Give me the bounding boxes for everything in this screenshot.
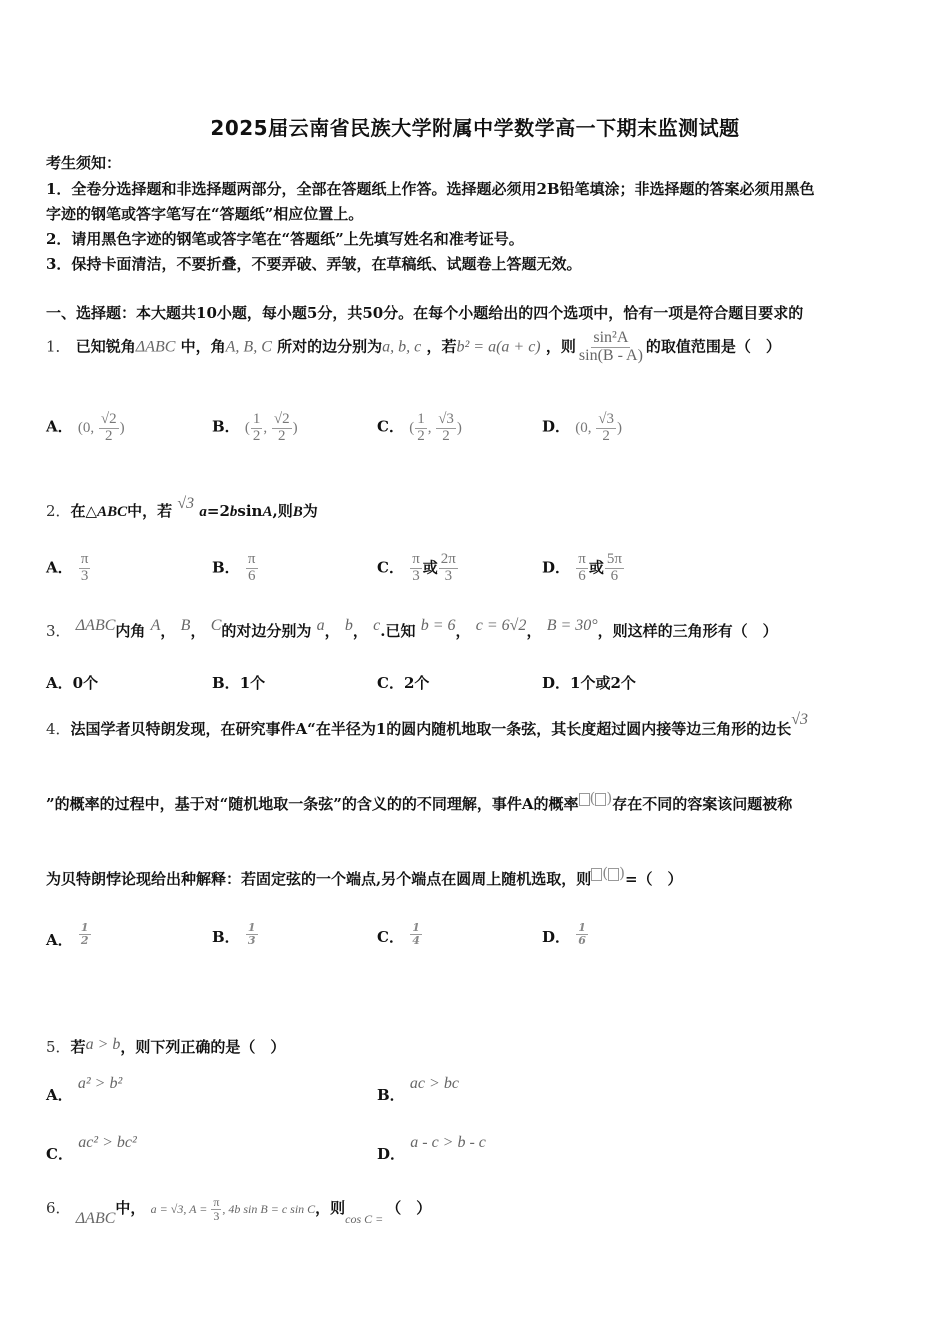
placeholder-box (591, 868, 602, 881)
q3-text: ， (190, 622, 206, 640)
notice-item: 1．全卷分选择题和非选择题两部分，全部在答题纸上作答。选择题必须用2B铅笔填涂；非选择题的答案必须用黑色 (46, 180, 815, 198)
question-number: 3． (46, 622, 71, 640)
option-label: B． (212, 928, 240, 946)
q2-math: A (262, 504, 273, 520)
q4-option-d[interactable]: D． $\frac{1}{6}$ (542, 921, 586, 947)
q1-text: 中，角 (180, 337, 226, 356)
q3-text: ， (526, 622, 542, 640)
option-text: 2个 (403, 674, 430, 692)
q5-option-c[interactable] (46, 1131, 137, 1163)
q2-text: sin (237, 502, 263, 520)
q1-text: 所对的边分别为 (277, 337, 383, 356)
q6-math: cos C = (345, 1212, 387, 1227)
q5-text: ，则下列正确的是（ ） (120, 1038, 286, 1056)
q4-text: 为贝特朗悖论现给出种解释：若固定弦的一个端点,另个端点在圆周上随机选取，则 (46, 870, 592, 888)
notice-heading: 考生须知： (46, 154, 122, 172)
q4-option-b[interactable]: B． $\frac{1}{3}$ (212, 921, 256, 947)
option-label: D． (377, 1145, 406, 1163)
q2-text: 中，若 (127, 502, 173, 520)
section-heading: 一、选择题：本大题共10小题，每小题5分，共50分。在每个小题给出的四个选项中，恰有一项是符合题目要求的 (46, 304, 804, 322)
option-label: C． (377, 417, 404, 436)
option-text: 1个 (239, 674, 266, 692)
q1-option-a[interactable]: A． (0, $\frac{√2}{2}$ ) (46, 411, 125, 444)
q3-math: c = 6√2 (475, 617, 527, 634)
option-label: C． (377, 928, 404, 946)
q1-text: ，则 (545, 337, 576, 356)
q3-option-a[interactable] (46, 672, 98, 693)
q1-text: 的取值范围是（ ） (645, 337, 781, 356)
q4-math: √3 (791, 711, 809, 728)
option-label: D． (542, 928, 571, 946)
q3-math: a (316, 617, 325, 634)
option-text: 0个 (72, 674, 99, 692)
q6-math: ΔABC (75, 1210, 116, 1228)
q3-math: A (150, 617, 161, 634)
q2-math: √3 (177, 495, 195, 512)
option-label: B． (212, 417, 240, 436)
notice-item: 字迹的钢笔或答字笔写在“答题纸”相应位置上。 (46, 205, 364, 223)
q3-option-b[interactable] (212, 672, 265, 693)
q1-math: ΔABC (135, 338, 176, 356)
q3-math: c (373, 617, 381, 634)
q3-math: b = 6 (420, 617, 456, 634)
q2-math: b (229, 504, 238, 520)
placeholder-box (579, 793, 590, 806)
q4-text: 法国学者贝特朗发现，在研究事件A“在半径为1的圆内随机地取一条弦，其长度超过圆内接等边三角形的边长 (70, 720, 792, 738)
q2-option-d[interactable]: D． $\frac{\pi}{6}$ 或 $\frac{5\pi}{6}$ (542, 551, 622, 584)
option-label: D． (542, 417, 571, 436)
question-number: 4． (46, 720, 71, 738)
option-label: C． (377, 558, 404, 577)
or-text: 或 (588, 558, 604, 577)
q3-math: b (344, 617, 353, 634)
q4-option-a[interactable]: A． $\frac{1}{2}$ (46, 921, 89, 950)
option-label: B． (377, 1086, 405, 1104)
q6-math: a = √3, A = (150, 1202, 211, 1217)
option-label: D． (542, 558, 571, 577)
or-text: 或 (422, 558, 438, 577)
question-1 (46, 330, 781, 365)
q1-option-b[interactable]: B． ( $\frac{1}{2}$ , $\frac{√2}{2}$ ) (212, 411, 298, 444)
q1-text: ，若 (426, 337, 457, 356)
question-5 (46, 1036, 285, 1057)
placeholder-box (608, 868, 619, 881)
notice-item: 3．保持卡面清洁，不要折叠，不要弄破、弄皱，在草稿纸、试题卷上答题无效。 (46, 255, 582, 273)
option-label: A． (46, 558, 73, 577)
fraction-denominator: sin(B - A) (578, 346, 643, 364)
q4-option-c[interactable]: C． $\frac{1}{4}$ (377, 921, 420, 947)
option-text: a - c > b - c (410, 1134, 486, 1151)
page-title: 2025届云南省民族大学附属中学数学高一下期末监测试题 (210, 116, 740, 140)
option-label: C． (377, 674, 404, 692)
q3-text: 的对边分别为 (221, 622, 312, 640)
option-label: B． (212, 674, 240, 692)
question-number: 5． (46, 1038, 71, 1056)
q1-option-c[interactable]: C． ( $\frac{1}{2}$ , $\frac{√3}{2}$ ) (377, 411, 462, 444)
q1-math: A, B, C (225, 338, 272, 356)
q3-math: B = 30° (546, 617, 598, 634)
q2-option-b[interactable]: B． $\frac{\pi}{6}$ (212, 551, 256, 584)
option-label: A． (46, 674, 73, 692)
option-text: a² > b² (77, 1075, 123, 1092)
q6-math: , 4b sin B = c sin C (222, 1202, 316, 1217)
option-label: C． (46, 1145, 73, 1163)
q1-option-d[interactable]: D． (0, $\frac{√3}{2}$ ) (542, 411, 622, 444)
option-text: ac > bc (409, 1075, 459, 1092)
q3-text: ， (324, 622, 340, 640)
question-number: 6． (46, 1199, 71, 1218)
fraction-numerator: sin²A (593, 329, 629, 346)
option-label: A． (46, 1086, 73, 1104)
q2-text: 为 (302, 502, 318, 520)
option-label: A． (46, 417, 73, 436)
q5-option-a[interactable] (46, 1072, 123, 1104)
q3-text: ， (352, 622, 368, 640)
option-text: 1个或2个 (570, 674, 636, 692)
q6-text: （ ） (386, 1199, 432, 1218)
q3-text: ，则这样的三角形有（ ） (597, 622, 778, 640)
q3-text: ， (160, 622, 176, 640)
q2-option-a[interactable]: A． $\frac{\pi}{3}$ (46, 551, 89, 584)
q5-option-b[interactable] (377, 1072, 459, 1104)
notice-item: 2．请用黑色字迹的钢笔或答字笔在“答题纸”上先填写姓名和准考证号。 (46, 230, 524, 248)
q3-option-c[interactable] (377, 672, 429, 693)
q6-text: ，则 (315, 1199, 346, 1218)
option-text: ac² > bc² (78, 1134, 137, 1151)
q1-math: b² = a(a + c) (456, 338, 541, 356)
q3-option-d[interactable] (542, 672, 636, 693)
q1-fraction (577, 330, 645, 365)
q3-text: .已知 (380, 622, 416, 640)
question-4-line-2: ”的概率的过程中，基于对“随机地取一条弦”的含义的的不同理解，事件A的概率 ( )存在不同的容案该问题被称 (46, 789, 793, 813)
q2-text: ,则 (272, 502, 293, 520)
q4-text: ”的概率的过程中，基于对“随机地取一条弦”的含义的的不同理解，事件A的概率 (46, 795, 579, 813)
question-number: 1． (46, 337, 71, 356)
option-label: B． (212, 558, 240, 577)
q2-math: a (199, 504, 207, 520)
question-4-line-3: 为贝特朗悖论现给出种解释：若固定弦的一个端点,另个端点在圆周上随机选取，则 ( )=（ ） (46, 864, 683, 888)
question-3 (46, 617, 778, 641)
option-label: A． (46, 931, 73, 950)
question-number: 2． (46, 502, 71, 520)
q5-math: a > b (85, 1036, 121, 1053)
q4-text: =（ ） (624, 870, 683, 888)
question-2 (46, 495, 318, 521)
question-4 (46, 711, 809, 739)
q1-math: a, b, c (382, 338, 422, 356)
q3-text: ， (455, 622, 471, 640)
q2-text: =2 (206, 502, 230, 520)
q3-math: B (180, 617, 191, 634)
q1-text: 已知锐角 (75, 337, 136, 356)
question-6: 6． ΔABC中， a = √3, A = $\frac{\pi}{3}$ , 4b sin B = c sin C，则$_{cos C =}$ （ ） (46, 1195, 432, 1228)
q3-math: ΔABC (75, 617, 116, 634)
q3-text: 内角 (115, 622, 146, 640)
placeholder-box (595, 793, 606, 806)
option-label: D． (542, 674, 571, 692)
q3-math: C (210, 617, 222, 634)
q2-option-c[interactable]: C． $\frac{\pi}{3}$ 或 $\frac{2\pi}{3}$ (377, 551, 456, 584)
q5-text: 若 (70, 1038, 86, 1056)
q2-math: B (292, 504, 303, 520)
q5-option-d[interactable] (377, 1131, 486, 1163)
q6-text: 中， (115, 1199, 146, 1218)
q4-text: 存在不同的容案该问题被称 (612, 795, 793, 813)
q2-text: 在△ (70, 502, 98, 520)
q2-math: ABC (97, 504, 128, 520)
